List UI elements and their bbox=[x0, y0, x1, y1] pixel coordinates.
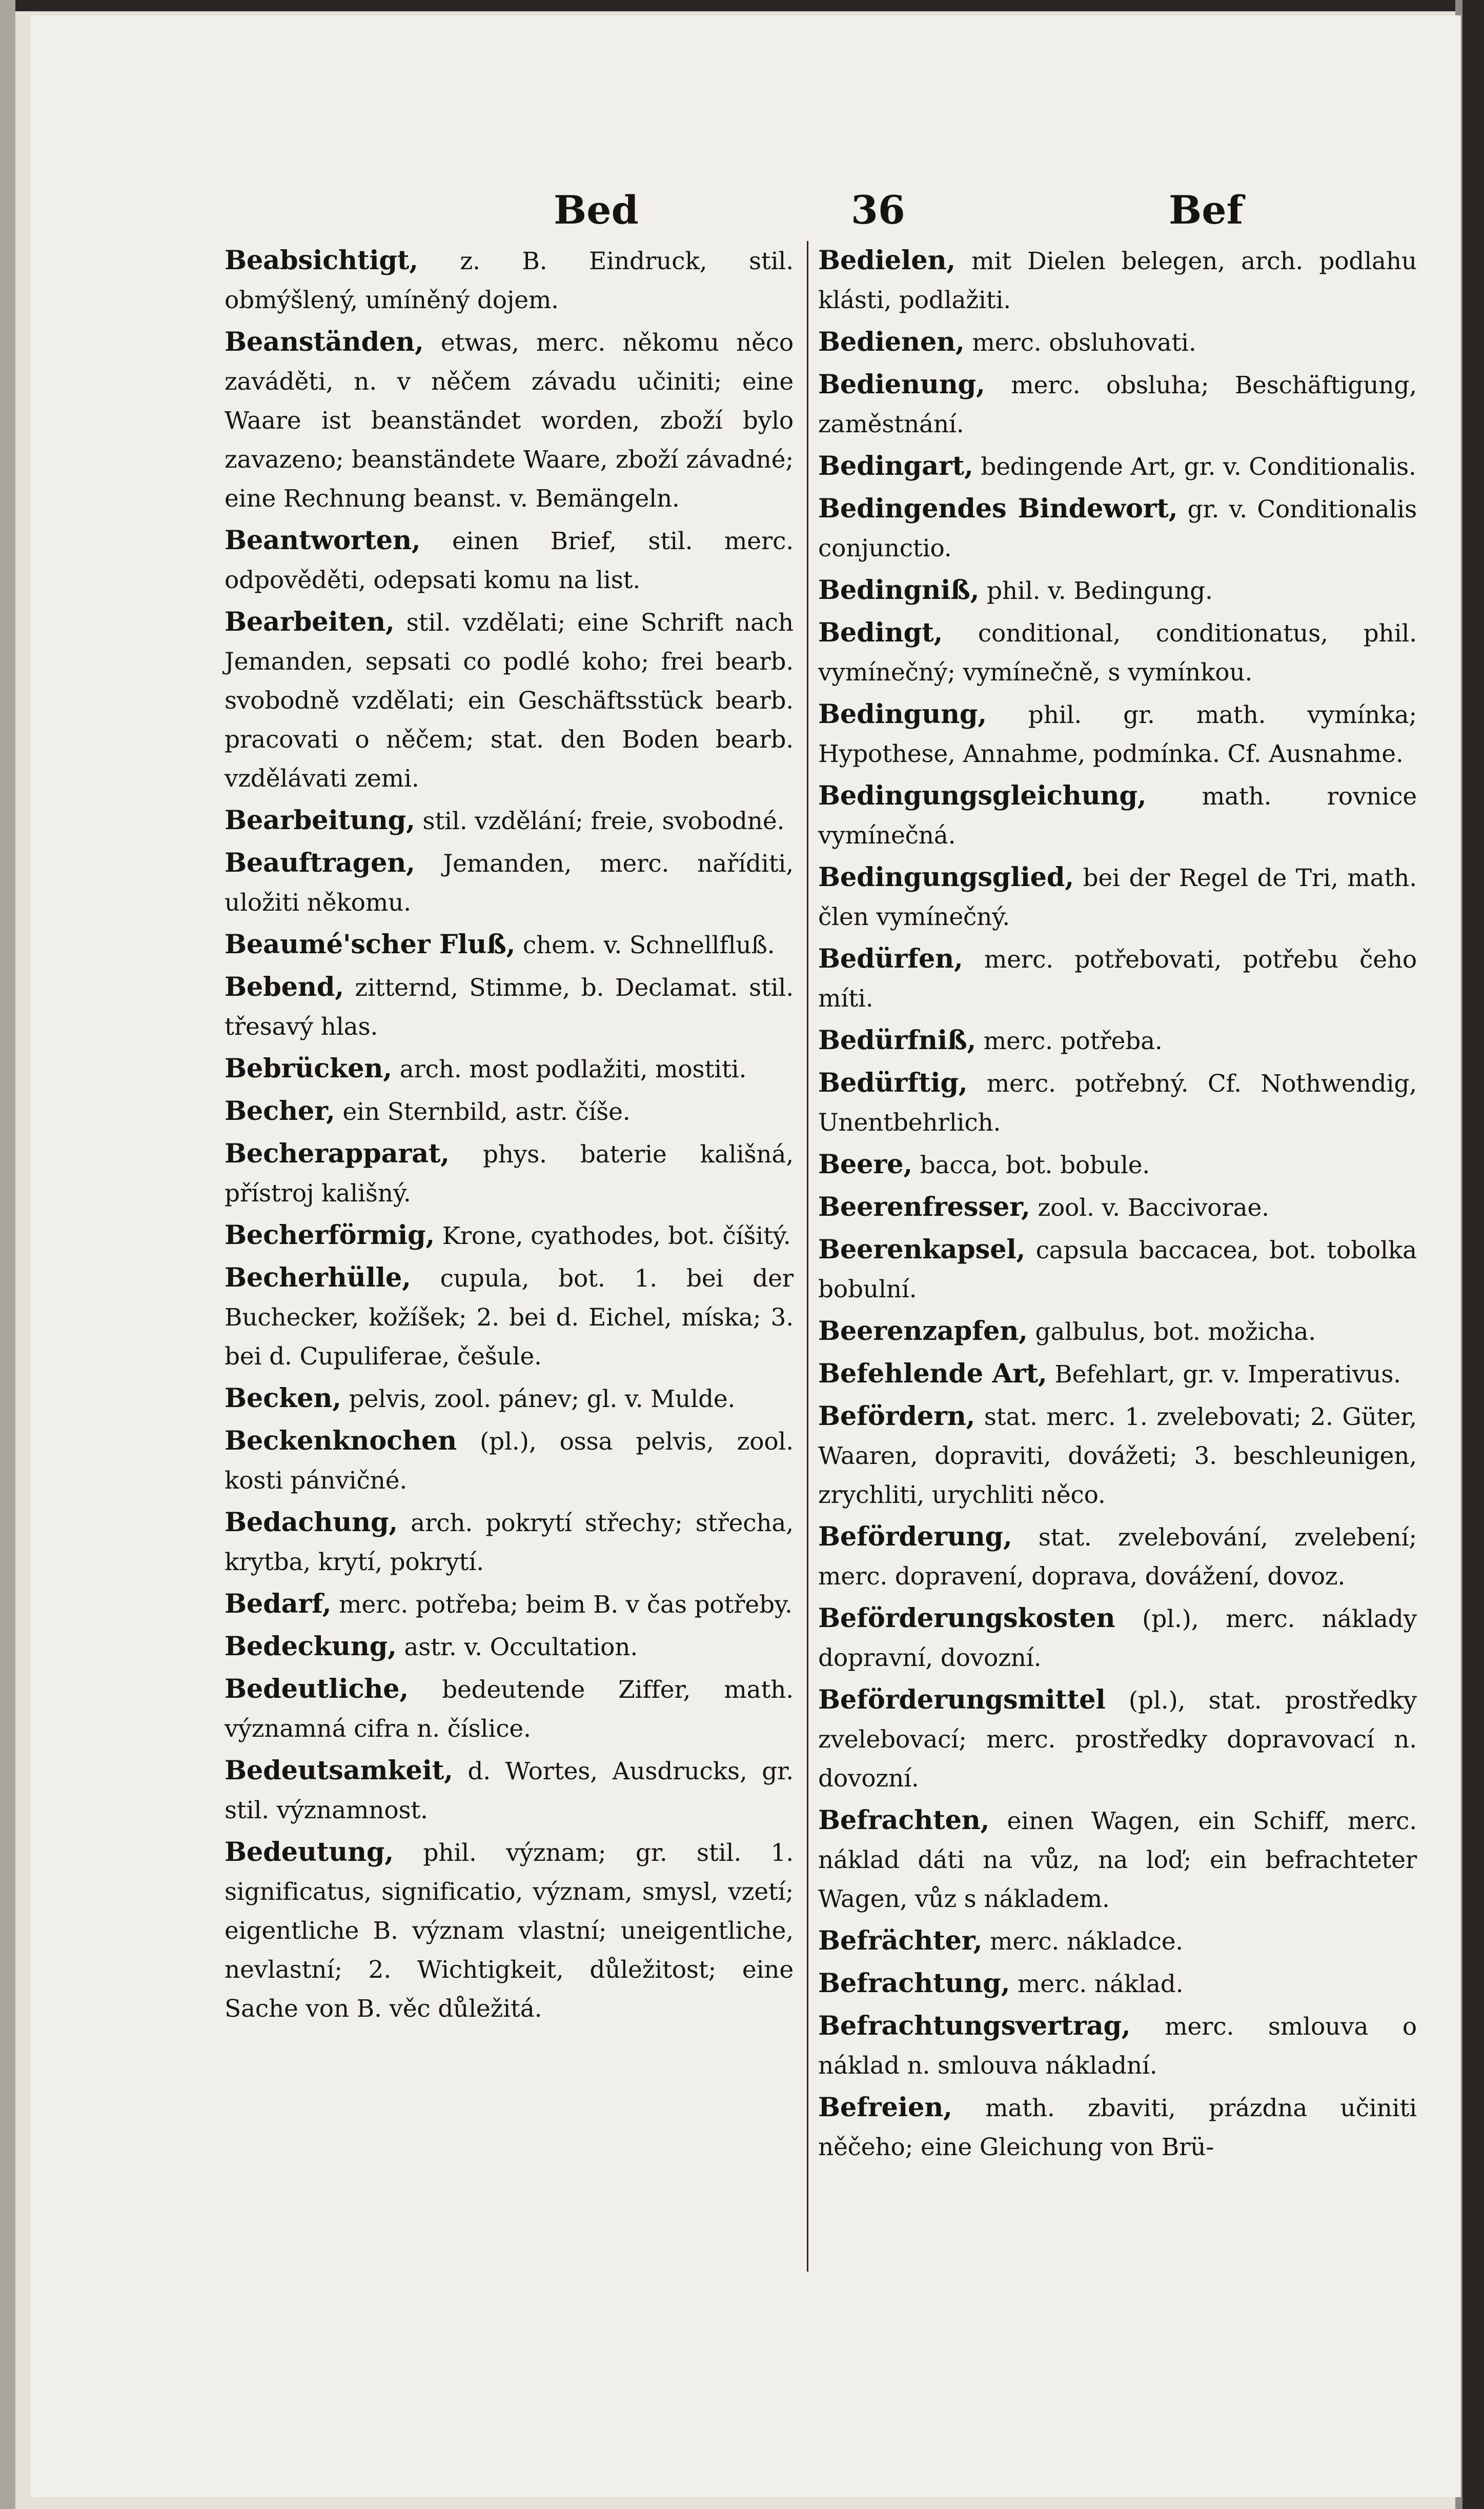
entry-headword: Bearbeiten, bbox=[225, 607, 395, 637]
entry-definition: phil. význam; gr. stil. 1. significatus, significatio, význam, smysl, vzetí; eigentliche B. význam vlastní; uneigentliche, nevlastní; 2. Wichtigkeit, důležitost; eine Sache von B. věc důležitá. bbox=[225, 1839, 794, 2023]
dictionary-entry bbox=[818, 365, 1417, 444]
entry-headword: Befrachten, bbox=[818, 1805, 990, 1836]
entry-definition: bacca, bot. bobule. bbox=[912, 1151, 1150, 1179]
entry-definition: galbulus, bot. možicha. bbox=[1027, 1318, 1316, 1346]
entry-headword: Beckenknochen bbox=[225, 1426, 457, 1456]
dictionary-entry bbox=[818, 1145, 1417, 1185]
dictionary-entry bbox=[818, 858, 1417, 937]
scan-top-edge bbox=[0, 0, 1484, 11]
entry-definition: capsula baccacea, bot. tobolka bobulní. bbox=[818, 1236, 1417, 1303]
dictionary-entry bbox=[225, 1627, 794, 1667]
entry-definition: astr. v. Occultation. bbox=[396, 1633, 638, 1661]
dictionary-entry bbox=[225, 844, 794, 922]
dictionary-entry bbox=[225, 1216, 794, 1256]
entry-headword: Bebrücken, bbox=[225, 1053, 392, 1084]
entry-headword: Beförderung, bbox=[818, 1521, 1012, 1552]
dictionary-entry bbox=[818, 776, 1417, 855]
entry-headword: Beaumé'scher Fluß, bbox=[225, 929, 516, 960]
dictionary-entry bbox=[818, 613, 1417, 692]
dictionary-entry bbox=[225, 1049, 794, 1089]
dictionary-entry bbox=[818, 241, 1417, 320]
column-divider bbox=[807, 241, 808, 2272]
dictionary-entry bbox=[225, 925, 794, 965]
entry-headword: Bearbeitung, bbox=[225, 805, 415, 836]
entry-definition: bedeutende Ziffer, math. významná cifra n. číslice. bbox=[225, 1676, 794, 1743]
dictionary-entry bbox=[225, 1258, 794, 1376]
dictionary-entry bbox=[818, 1680, 1417, 1798]
entry-headword: Becherförmig, bbox=[225, 1220, 435, 1251]
entry-headword: Befehlende Art, bbox=[818, 1358, 1047, 1389]
scan-right-edge bbox=[1462, 0, 1484, 2509]
entry-headword: Bedingart, bbox=[818, 451, 973, 481]
entry-headword: Bedingendes Bindewort, bbox=[818, 493, 1178, 524]
entry-definition: bedingende Art, gr. v. Conditionalis. bbox=[973, 453, 1416, 481]
header-right-guideword: Bef bbox=[1169, 187, 1244, 233]
page-number: 36 bbox=[851, 187, 905, 233]
entry-definition: stat. zvelebování, zvelebení; merc. dopravení, doprava, dovážení, dovoz. bbox=[818, 1523, 1417, 1591]
entry-headword: Befrächter, bbox=[818, 1925, 983, 1956]
entry-definition: Jemanden, merc. naříditi, uložiti někomu. bbox=[225, 850, 794, 917]
entry-definition: z. B. Eindruck, stil. obmýšlený, umíněný dojem. bbox=[225, 247, 794, 314]
entry-headword: Bedienen, bbox=[818, 327, 965, 357]
dictionary-entry bbox=[225, 521, 794, 600]
entry-definition: zitternd, Stimme, b. Declamat. stil. třesavý hlas. bbox=[225, 974, 794, 1041]
entry-headword: Befrachtungsvertrag, bbox=[818, 2011, 1131, 2041]
right-column bbox=[818, 241, 1417, 2170]
entry-headword: Bedürfniß, bbox=[818, 1025, 977, 1056]
entry-headword: Beantworten, bbox=[225, 525, 421, 556]
entry-headword: Beförderungskosten bbox=[818, 1603, 1115, 1634]
entry-definition: arch. pokrytí střechy; střecha, krytba, krytí, pokrytí. bbox=[225, 1509, 794, 1576]
entry-headword: Becherapparat, bbox=[225, 1138, 450, 1169]
entry-headword: Bedienung, bbox=[818, 369, 985, 400]
dictionary-entry bbox=[225, 241, 794, 320]
entry-definition: (pl.), ossa pelvis, zool. kosti pánvičné. bbox=[225, 1428, 794, 1495]
entry-definition: stil. vzdělání; freie, svobodné. bbox=[415, 807, 785, 835]
dictionary-entry bbox=[225, 968, 794, 1047]
entry-headword: Bebend, bbox=[225, 972, 344, 1002]
entry-definition: phys. baterie kališná, přístroj kališný. bbox=[225, 1140, 794, 1208]
entry-headword: Beere, bbox=[818, 1149, 912, 1180]
entry-definition: ein Sternbild, astr. číše. bbox=[335, 1098, 631, 1126]
entry-headword: Beanständen, bbox=[225, 327, 424, 357]
dictionary-entry bbox=[818, 489, 1417, 568]
entry-definition: stil. vzdělati; eine Schrift nach Jemanden, sepsati co podlé koho; frei bearb. svobodně vzdělati; ein Geschäftsstück bearb. pracovati o něčem; stat. den Boden bearb. vzdělávati zemi. bbox=[225, 609, 794, 793]
dictionary-entry bbox=[818, 1230, 1417, 1309]
dictionary-entry bbox=[225, 1751, 794, 1830]
entry-definition: d. Wortes, Ausdrucks, gr. stil. významnost. bbox=[225, 1757, 794, 1824]
entry-definition: merc. potřebný. Cf. Nothwendig, Unentbehrlich. bbox=[818, 1070, 1417, 1137]
dictionary-entry bbox=[818, 571, 1417, 611]
entry-definition: merc. smlouva o náklad n. smlouva nákladní. bbox=[818, 2013, 1417, 2080]
dictionary-entry bbox=[818, 1921, 1417, 1961]
dictionary-entry bbox=[818, 2006, 1417, 2085]
entry-definition: mit Dielen belegen, arch. podlahu klásti, podlažiti. bbox=[818, 247, 1417, 314]
left-column bbox=[225, 241, 794, 2031]
dictionary-entry bbox=[818, 1188, 1417, 1228]
entry-headword: Befreien, bbox=[818, 2092, 952, 2123]
dictionary-entry bbox=[818, 447, 1417, 487]
entry-definition: bei der Regel de Tri, math. člen vymínečný. bbox=[818, 864, 1417, 931]
entry-definition: math. rovnice vymínečná. bbox=[818, 782, 1417, 850]
scan-left-edge bbox=[0, 0, 15, 2509]
entry-headword: Beauftragen, bbox=[225, 848, 415, 878]
entry-definition: zool. v. Baccivorae. bbox=[1030, 1194, 1269, 1222]
dictionary-entry bbox=[818, 939, 1417, 1018]
entry-headword: Bedingungsglied, bbox=[818, 862, 1074, 893]
entry-definition: einen Wagen, ein Schiff, merc. náklad dáti na vůz, na loď; ein befrachteter Wagen, vůz s nákladem. bbox=[818, 1807, 1417, 1913]
entry-definition: gr. v. Conditionalis conjunctio. bbox=[818, 495, 1417, 563]
entry-definition: phil. v. Bedingung. bbox=[979, 577, 1213, 605]
entry-headword: Befrachtung, bbox=[818, 1968, 1010, 1999]
entry-definition: merc. obsluhovati. bbox=[964, 329, 1196, 357]
dictionary-entry bbox=[818, 2088, 1417, 2167]
entry-definition: merc. náklad. bbox=[1010, 1970, 1184, 1998]
dictionary-entry bbox=[818, 1354, 1417, 1394]
entry-definition: etwas, merc. někomu něco zaváděti, n. v něčem závadu učiniti; eine Waare ist beanständet worden, zboží bylo zavazeno; beanständete Waare, zboží závadné; eine Rechnung beanst. v. Bemängeln. bbox=[225, 329, 794, 513]
entry-definition: merc. obsluha; Beschäftigung, zaměstnání. bbox=[818, 371, 1417, 438]
entry-headword: Beabsichtigt, bbox=[225, 245, 418, 276]
dictionary-entry bbox=[225, 1670, 794, 1749]
entry-headword: Bedeutung, bbox=[225, 1837, 394, 1868]
entry-headword: Bedachung, bbox=[225, 1507, 398, 1538]
dictionary-entry bbox=[818, 1517, 1417, 1596]
dictionary-entry bbox=[225, 1584, 794, 1624]
entry-headword: Bedingt, bbox=[818, 617, 943, 648]
dictionary-entry bbox=[225, 1134, 794, 1213]
entry-headword: Becken, bbox=[225, 1383, 341, 1414]
dictionary-entry bbox=[225, 1503, 794, 1582]
entry-definition: (pl.), merc. náklady dopravní, dovozní. bbox=[818, 1605, 1417, 1672]
entry-headword: Befördern, bbox=[818, 1401, 975, 1432]
entry-definition: merc. potřebovati, potřebu čeho míti. bbox=[818, 946, 1417, 1013]
dictionary-entry bbox=[818, 1021, 1417, 1061]
dictionary-entry bbox=[225, 603, 794, 798]
dictionary-entry bbox=[818, 1397, 1417, 1515]
entry-headword: Becher, bbox=[225, 1096, 335, 1127]
entry-definition: merc. potřeba. bbox=[976, 1027, 1163, 1055]
dictionary-entry bbox=[818, 1801, 1417, 1919]
entry-headword: Bedeutsamkeit, bbox=[225, 1755, 453, 1786]
entry-definition: stat. merc. 1. zvelebovati; 2. Güter, Waaren, dopraviti, dovážeti; 3. beschleunigen, zrychliti, urychliti něco. bbox=[818, 1403, 1417, 1509]
entry-definition: math. zbaviti, prázdna učiniti něčeho; eine Gleichung von Brü- bbox=[818, 2094, 1417, 2161]
dictionary-entry bbox=[818, 1599, 1417, 1678]
entry-headword: Bedingung, bbox=[818, 699, 987, 730]
entry-definition: conditional, conditionatus, phil. vymínečný; vymínečně, s vymínkou. bbox=[818, 619, 1417, 687]
dictionary-entry bbox=[225, 1833, 794, 2029]
entry-definition: merc. nákladce. bbox=[982, 1928, 1184, 1956]
dictionary-entry bbox=[818, 1964, 1417, 2004]
dictionary-entry bbox=[818, 323, 1417, 363]
dictionary-entry bbox=[818, 1312, 1417, 1352]
entry-definition: pelvis, zool. pánev; gl. v. Mulde. bbox=[341, 1385, 736, 1413]
entry-headword: Bedeckung, bbox=[225, 1631, 397, 1662]
entry-headword: Bedürfen, bbox=[818, 944, 963, 974]
entry-definition: merc. potřeba; beim B. v čas potřeby. bbox=[331, 1591, 792, 1619]
entry-headword: Beerenfresser, bbox=[818, 1192, 1030, 1222]
entry-headword: Bedarf, bbox=[225, 1589, 332, 1619]
entry-definition: Krone, cyathodes, bot. číšitý. bbox=[434, 1222, 791, 1250]
dictionary-entry bbox=[818, 1063, 1417, 1142]
dictionary-entry bbox=[225, 1421, 794, 1500]
header-left-guideword: Bed bbox=[554, 187, 639, 233]
entry-headword: Bedingniß, bbox=[818, 575, 980, 606]
entry-definition: phil. gr. math. vymínka; Hypothese, Annahme, podmínka. Cf. Ausnahme. bbox=[818, 701, 1417, 768]
entry-headword: Bedingungsgleichung, bbox=[818, 780, 1147, 811]
entry-headword: Becherhülle, bbox=[225, 1262, 411, 1293]
dictionary-entry bbox=[225, 1092, 794, 1132]
entry-definition: arch. most podlažiti, mostiti. bbox=[392, 1055, 747, 1083]
entry-definition: (pl.), stat. prostředky zvelebovací; merc. prostředky dopravovací n. dovozní. bbox=[818, 1687, 1417, 1793]
entry-headword: Bedielen, bbox=[818, 245, 956, 276]
entry-definition: Befehlart, gr. v. Imperativus. bbox=[1047, 1360, 1401, 1389]
entry-headword: Beförderungsmittel bbox=[818, 1684, 1106, 1715]
entry-definition: cupula, bot. 1. bei der Buchecker, kožíšek; 2. bei d. Eichel, míska; 3. bei d. Cupuliferae, češule. bbox=[225, 1264, 794, 1371]
dictionary-entry bbox=[225, 1379, 794, 1419]
entry-definition: einen Brief, stil. merc. odpověděti, odepsati komu na list. bbox=[225, 527, 794, 594]
entry-headword: Beerenzapfen, bbox=[818, 1316, 1028, 1347]
dictionary-entry bbox=[225, 323, 794, 518]
dictionary-entry bbox=[225, 801, 794, 841]
entry-headword: Bedeutliche, bbox=[225, 1674, 409, 1704]
entry-headword: Beerenkapsel, bbox=[818, 1234, 1026, 1265]
entry-definition: chem. v. Schnellfluß. bbox=[515, 931, 775, 959]
dictionary-entry bbox=[818, 695, 1417, 774]
page-header bbox=[256, 187, 1256, 249]
entry-headword: Bedürftig, bbox=[818, 1068, 968, 1098]
